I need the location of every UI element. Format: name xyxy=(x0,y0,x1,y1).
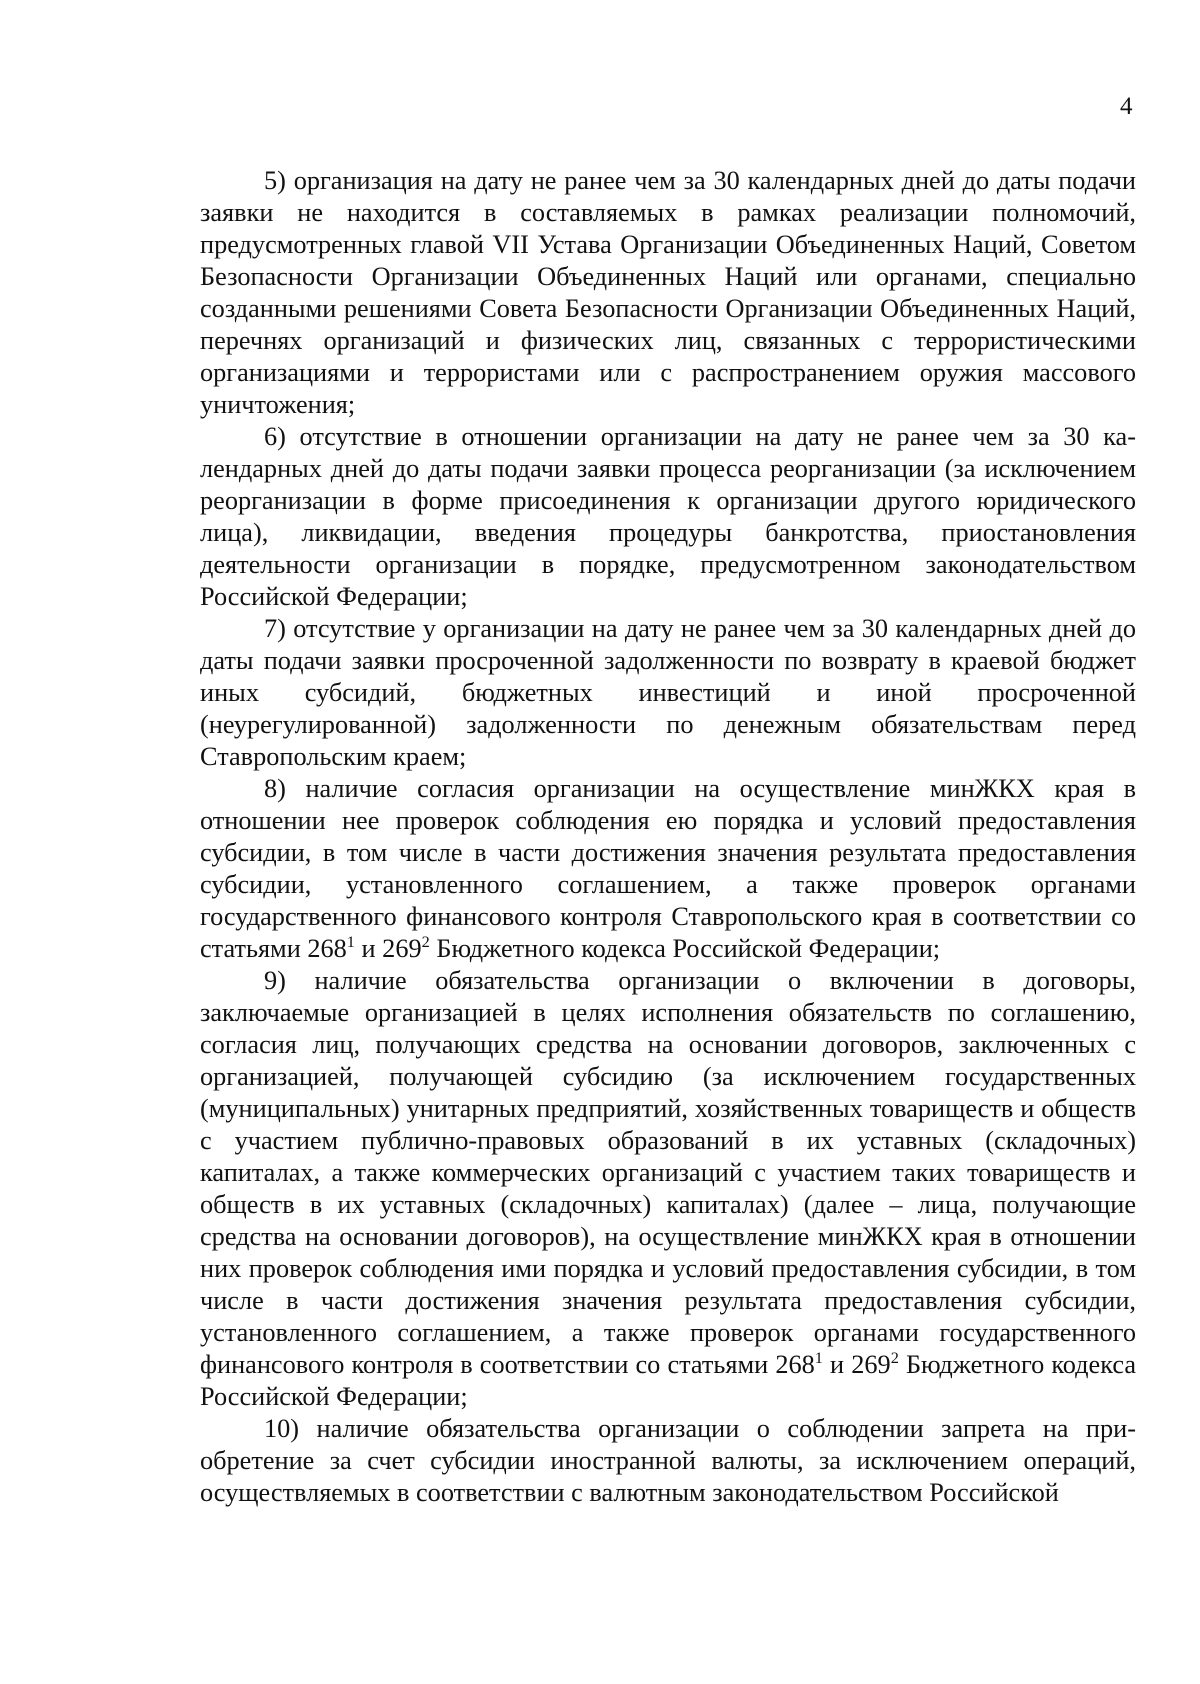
paragraph-text: и 269 xyxy=(354,934,422,963)
paragraph-item-10: 10) наличие обязательства организации о соблюдении запрета на приобретение за счет субсидии иностранной валюты, за исключением операций, осуществляемых в соответствии с валютным законодательством Российской xyxy=(200,1414,1136,1507)
paragraph-text: и 269 xyxy=(822,1350,891,1379)
superscript: 1 xyxy=(814,1347,823,1367)
superscript: 1 xyxy=(346,931,355,951)
paragraph-item-9 xyxy=(200,965,1136,1413)
paragraph-item-5: 5) организация на дату не ранее чем за 30 календарных дней до даты подачи заявки не находится в составляемых в рамках реализации полномочий, предусмотренных главой VII Устава Организации Объединенных Наций, Советом Безопасности Организации Объединенных Наций или органами, специально созданными решениями Совета Безопасности Организации Объединенных Наций, перечнях организаций и физических лиц, связанных с террористическими организациями и террористами или с распространением оружия массового уничтожения; xyxy=(200,166,1136,419)
paragraph-item-6: 6) отсутствие в отношении организации на дату не ранее чем за 30 календарных дней до даты подачи заявки процесса реорганизации (за исключением реорганизации в форме присоединения к организации другого юридического лица), ликвидации, введения процедуры банкротства, приостановления деятельности организации в порядке, предусмотренном законодательством Российской Федерации; xyxy=(200,422,1136,611)
paragraph-text: Бюджетного кодекса Российской Федерации; xyxy=(200,1350,1137,1411)
document-body xyxy=(200,165,1136,1509)
paragraph-item-8 xyxy=(200,773,1136,965)
paragraph-text: Бюджетного кодекса Российской Федерации; xyxy=(429,934,941,963)
paragraph-text: 8) наличие согласия организации на осуществление минЖКХ края в отношении нее проверок соблюдения ею порядка и условий предоставления субсидии, в том числе в части достижения значения результата предоставления субсидии, установленного соглашением, а также проверок органами государственного финансового контроля Ставропольского края в соответствии со статьями 268 xyxy=(200,774,1136,963)
superscript: 2 xyxy=(421,931,430,951)
paragraph-text: 9) наличие обязательства организации о включении в договоры, заключаемые организацией в целях исполнения обязательств по соглашению, согласия лиц, получающих средства на основании договоров, заключенных с организацией, получающей субсидию (за исключением государственных (муниципальных) унитарных предприятий, хозяйственных товариществ и обществ с участием публично-правовых образований в их уставных (складочных) капиталах, а также коммерческих организаций с участием таких товариществ и обществ в их уставных (складочных) капиталах) (далее – лица, получающие средства на основании договоров), на осуществление минЖКХ края в отношении них проверок соблюдения ими порядка и условий предоставления субсидии, в том числе в части достижения значения результата предоставления субсидии, установленного соглашением, а также проверок органами государственного финансового контроля в соответствии со статьями 268 xyxy=(200,966,1136,1379)
paragraph-item-7: 7) отсутствие у организации на дату не ранее чем за 30 календарных дней до даты подачи заявки просроченной задолженности по возврату в краевой бюджет иных субсидий, бюджетных инвестиций и иной просроченной (неурегулированной) задолженности по денежным обязательствам перед Ставропольским краем; xyxy=(200,614,1136,771)
superscript: 2 xyxy=(890,1347,899,1367)
page-number: 4 xyxy=(1120,93,1133,120)
